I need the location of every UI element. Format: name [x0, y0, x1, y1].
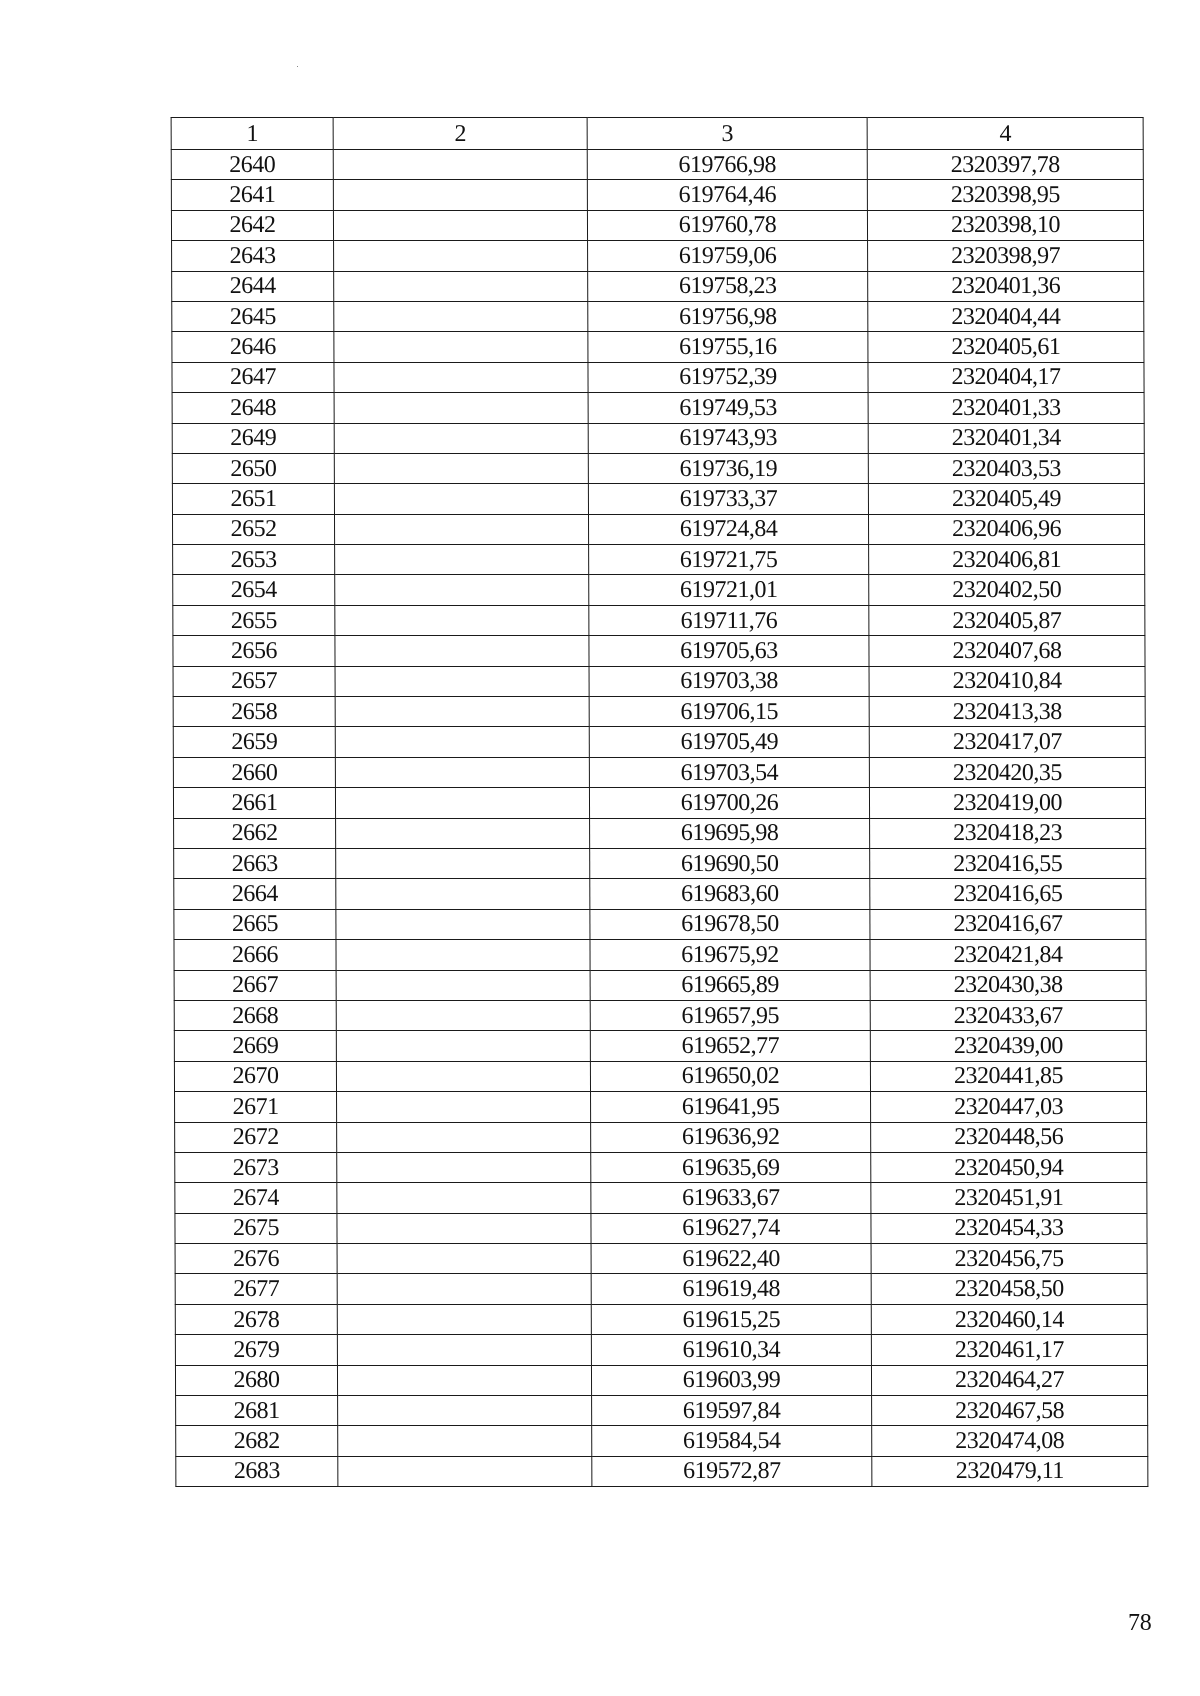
- table-cell-col-3: 619695,98: [590, 818, 870, 848]
- table-cell-col-2: [338, 1396, 592, 1426]
- table-cell-col-4: 2320474,08: [872, 1426, 1148, 1456]
- table-cell-col-2: [336, 970, 590, 1000]
- table-cell-col-2: [334, 453, 588, 483]
- table-row: [174, 909, 1146, 939]
- table-cell-col-2: [335, 575, 589, 605]
- table-cell-col-2: [337, 1244, 591, 1274]
- table-cell-col-1: 2656: [173, 636, 335, 666]
- table-cell-col-1: 2674: [175, 1183, 337, 1213]
- table-cell-col-4: 2320407,68: [869, 636, 1145, 666]
- table-cell-col-3: 619721,75: [589, 545, 869, 575]
- table-cell-col-4: 2320450,94: [871, 1152, 1147, 1182]
- table-cell-col-4: 2320404,44: [868, 301, 1144, 331]
- table-row: [173, 788, 1145, 818]
- table-cell-col-3: 619705,49: [589, 727, 869, 757]
- table-cell-col-1: 2657: [173, 666, 335, 696]
- table-row: [175, 1244, 1147, 1274]
- column-header-4: 4: [867, 118, 1143, 150]
- table-cell-col-2: [337, 1304, 591, 1334]
- table-cell-col-4: 2320458,50: [871, 1274, 1147, 1304]
- table-cell-col-3: 619597,84: [592, 1396, 872, 1426]
- table-cell-col-1: 2664: [174, 879, 336, 909]
- table-row: [175, 1152, 1147, 1182]
- table-cell-col-3: 619603,99: [591, 1365, 871, 1395]
- table-cell-col-1: 2665: [174, 909, 336, 939]
- table-cell-col-1: 2663: [174, 848, 336, 878]
- table-cell-col-4: 2320401,36: [868, 271, 1144, 301]
- table-cell-col-1: 2660: [173, 757, 335, 787]
- table-row: [175, 1122, 1147, 1152]
- table-cell-col-1: 2681: [176, 1396, 338, 1426]
- table-cell-col-2: [335, 666, 589, 696]
- table-cell-col-2: [335, 697, 589, 727]
- table-cell-col-2: [334, 271, 588, 301]
- table-cell-col-1: 2677: [175, 1274, 337, 1304]
- table-row: [173, 605, 1145, 635]
- table-row: [172, 362, 1144, 392]
- table-row: [175, 1335, 1147, 1365]
- table-cell-col-1: 2682: [176, 1426, 338, 1456]
- table-row: [174, 1061, 1146, 1091]
- table-cell-col-4: 2320461,17: [871, 1335, 1147, 1365]
- table-row: [174, 848, 1146, 878]
- table-cell-col-3: 619736,19: [588, 453, 868, 483]
- table-cell-col-3: 619657,95: [590, 1000, 870, 1030]
- table-cell-col-1: 2667: [174, 970, 336, 1000]
- table-cell-col-1: 2642: [171, 210, 333, 240]
- table-cell-col-2: [333, 210, 587, 240]
- table-cell-col-3: 619733,37: [588, 484, 868, 514]
- table-cell-col-2: [334, 393, 588, 423]
- table-cell-col-1: 2655: [173, 605, 335, 635]
- page-number: 78: [1128, 1610, 1152, 1636]
- table-row: [173, 545, 1145, 575]
- table-cell-col-2: [334, 484, 588, 514]
- table-cell-col-4: 2320439,00: [870, 1031, 1146, 1061]
- table-cell-col-3: 619766,98: [587, 150, 867, 180]
- table-row: [172, 301, 1144, 331]
- table-cell-col-2: [336, 818, 590, 848]
- table-cell-col-4: 2320397,78: [867, 150, 1143, 180]
- table-row: [175, 1092, 1147, 1122]
- table-cell-col-2: [337, 1122, 591, 1152]
- table-cell-col-4: 2320417,07: [869, 727, 1145, 757]
- table-cell-col-2: [336, 879, 590, 909]
- table-cell-col-1: 2653: [173, 545, 335, 575]
- column-header-1: 1: [171, 118, 333, 150]
- table-cell-col-4: 2320403,53: [868, 453, 1144, 483]
- table-row: [175, 1213, 1147, 1243]
- table-cell-col-3: 619749,53: [588, 393, 868, 423]
- table-cell-col-3: 619675,92: [590, 940, 870, 970]
- table-cell-col-1: 2669: [174, 1031, 336, 1061]
- table-cell-col-1: 2672: [175, 1122, 337, 1152]
- table-row: [174, 970, 1146, 1000]
- table-cell-col-3: 619610,34: [591, 1335, 871, 1365]
- table-cell-col-3: 619758,23: [588, 271, 868, 301]
- table-cell-col-4: 2320441,85: [870, 1061, 1146, 1091]
- table-row: [172, 484, 1144, 514]
- table-cell-col-3: 619743,93: [588, 423, 868, 453]
- table-cell-col-1: 2648: [172, 393, 334, 423]
- table-row: [173, 666, 1145, 696]
- table-cell-col-3: 619690,50: [590, 848, 870, 878]
- table-cell-col-4: 2320406,96: [868, 514, 1144, 544]
- table-cell-col-4: 2320419,00: [869, 788, 1145, 818]
- table-row: [172, 332, 1144, 362]
- table-cell-col-2: [336, 1000, 590, 1030]
- table-cell-col-2: [334, 332, 588, 362]
- column-header-2: 2: [333, 118, 587, 150]
- table-cell-col-3: 619584,54: [592, 1426, 872, 1456]
- table-cell-col-3: 619724,84: [588, 514, 868, 544]
- table-cell-col-3: 619619,48: [591, 1274, 871, 1304]
- table-row: [175, 1274, 1147, 1304]
- table-cell-col-3: 619627,74: [591, 1213, 871, 1243]
- table-row: [172, 393, 1144, 423]
- table-row: [173, 727, 1145, 757]
- table-cell-col-2: [336, 848, 590, 878]
- table-body: [171, 150, 1148, 1487]
- table-row: [175, 1183, 1147, 1213]
- table-row: [171, 210, 1143, 240]
- table-cell-col-2: [337, 1183, 591, 1213]
- table-cell-col-3: 619760,78: [587, 210, 867, 240]
- table-cell-col-1: 2645: [172, 301, 334, 331]
- table-cell-col-3: 619633,67: [591, 1183, 871, 1213]
- coordinates-table: [171, 117, 1149, 1487]
- table-cell-col-3: 619683,60: [590, 879, 870, 909]
- table-row: [173, 697, 1145, 727]
- table-cell-col-4: 2320454,33: [871, 1213, 1147, 1243]
- table-cell-col-1: 2659: [173, 727, 335, 757]
- table-cell-col-2: [335, 757, 589, 787]
- table-cell-col-2: [337, 1274, 591, 1304]
- table-cell-col-1: 2676: [175, 1244, 337, 1274]
- table-cell-col-4: 2320406,81: [869, 545, 1145, 575]
- table-cell-col-3: 619636,92: [591, 1122, 871, 1152]
- table-cell-col-4: 2320451,91: [871, 1183, 1147, 1213]
- table-row: [176, 1396, 1148, 1426]
- table-cell-col-3: 619700,26: [589, 788, 869, 818]
- table-cell-col-4: 2320448,56: [871, 1122, 1147, 1152]
- table-cell-col-3: 619703,38: [589, 666, 869, 696]
- table-cell-col-1: 2649: [172, 423, 334, 453]
- table-row: [174, 818, 1146, 848]
- table-cell-col-2: [337, 1152, 591, 1182]
- table-cell-col-1: 2650: [172, 453, 334, 483]
- table-row: [172, 453, 1144, 483]
- table-cell-col-3: 619703,54: [589, 757, 869, 787]
- table-cell-col-1: 2666: [174, 940, 336, 970]
- table-cell-col-3: 619622,40: [591, 1244, 871, 1274]
- table-cell-col-3: 619721,01: [589, 575, 869, 605]
- table-cell-col-1: 2658: [173, 697, 335, 727]
- table-cell-col-2: [335, 605, 589, 635]
- table-cell-col-2: [335, 545, 589, 575]
- table-cell-col-4: 2320405,87: [869, 605, 1145, 635]
- table-cell-col-4: 2320467,58: [872, 1396, 1148, 1426]
- table-cell-col-4: 2320410,84: [869, 666, 1145, 696]
- table-row: [171, 180, 1143, 210]
- table-cell-col-4: 2320405,49: [868, 484, 1144, 514]
- table-cell-col-3: 619572,87: [592, 1456, 872, 1486]
- table-cell-col-2: [334, 514, 588, 544]
- table-cell-col-4: 2320398,97: [868, 241, 1144, 271]
- table-row: [175, 1365, 1147, 1395]
- table-cell-col-2: [338, 1426, 592, 1456]
- table-cell-col-1: 2683: [176, 1456, 338, 1486]
- table-cell-col-1: 2671: [175, 1092, 337, 1122]
- table-cell-col-3: 619650,02: [590, 1061, 870, 1091]
- table-cell-col-2: [337, 1365, 591, 1395]
- table-cell-col-1: 2654: [173, 575, 335, 605]
- table-cell-col-4: 2320421,84: [870, 940, 1146, 970]
- table-cell-col-2: [335, 788, 589, 818]
- table-cell-col-4: 2320416,67: [870, 909, 1146, 939]
- table-row: [173, 636, 1145, 666]
- table-cell-col-1: 2679: [175, 1335, 337, 1365]
- table-cell-col-2: [336, 940, 590, 970]
- table-cell-col-1: 2640: [171, 150, 333, 180]
- table-cell-col-2: [334, 362, 588, 392]
- table-row: [175, 1304, 1147, 1334]
- table-cell-col-4: 2320401,34: [868, 423, 1144, 453]
- table-row: [172, 514, 1144, 544]
- table-cell-col-2: [333, 180, 587, 210]
- table-row: [174, 1000, 1146, 1030]
- table-cell-col-1: 2646: [172, 332, 334, 362]
- table-cell-col-1: 2662: [174, 818, 336, 848]
- table-cell-col-3: 619755,16: [588, 332, 868, 362]
- table-cell-col-4: 2320416,65: [870, 879, 1146, 909]
- table-row: [174, 879, 1146, 909]
- table-cell-col-2: [334, 241, 588, 271]
- table-cell-col-2: [336, 1061, 590, 1091]
- table-row: [173, 575, 1145, 605]
- table-cell-col-1: 2675: [175, 1213, 337, 1243]
- table-cell-col-3: 619615,25: [591, 1304, 871, 1334]
- table-cell-col-3: 619764,46: [587, 180, 867, 210]
- table-cell-col-4: 2320404,17: [868, 362, 1144, 392]
- table-row: [172, 423, 1144, 453]
- table-cell-col-4: 2320464,27: [871, 1365, 1147, 1395]
- table-cell-col-2: [336, 909, 590, 939]
- table-cell-col-2: [336, 1031, 590, 1061]
- table-cell-col-1: 2651: [172, 484, 334, 514]
- table-cell-col-1: 2673: [175, 1152, 337, 1182]
- table-cell-col-1: 2678: [175, 1304, 337, 1334]
- table-cell-col-3: 619759,06: [588, 241, 868, 271]
- table-cell-col-4: 2320420,35: [869, 757, 1145, 787]
- table-cell-col-4: 2320405,61: [868, 332, 1144, 362]
- table-cell-col-2: [335, 727, 589, 757]
- table-cell-col-1: 2680: [175, 1365, 337, 1395]
- table-cell-col-3: 619652,77: [590, 1031, 870, 1061]
- table-row: [174, 940, 1146, 970]
- table-cell-col-4: 2320433,67: [870, 1000, 1146, 1030]
- column-header-3: 3: [587, 118, 867, 150]
- table-header-row: [171, 118, 1143, 150]
- table-cell-col-3: 619752,39: [588, 362, 868, 392]
- table-cell-col-3: 619635,69: [591, 1152, 871, 1182]
- table-cell-col-1: 2647: [172, 362, 334, 392]
- table-row: [176, 1426, 1148, 1456]
- table-cell-col-3: 619665,89: [590, 970, 870, 1000]
- table-cell-col-2: [335, 636, 589, 666]
- table-row: [171, 150, 1143, 180]
- table-cell-col-3: 619705,63: [589, 636, 869, 666]
- table-cell-col-1: 2661: [173, 788, 335, 818]
- table-cell-col-4: 2320460,14: [871, 1304, 1147, 1334]
- table-cell-col-1: 2643: [172, 241, 334, 271]
- table-cell-col-4: 2320401,33: [868, 393, 1144, 423]
- table-row: [173, 757, 1145, 787]
- table-row: [172, 241, 1144, 271]
- table-row: [176, 1456, 1148, 1486]
- table-cell-col-4: 2320413,38: [869, 697, 1145, 727]
- table-cell-col-3: 619711,76: [589, 605, 869, 635]
- table-row: [174, 1031, 1146, 1061]
- table-cell-col-4: 2320418,23: [870, 818, 1146, 848]
- table-cell-col-4: 2320402,50: [869, 575, 1145, 605]
- table-cell-col-2: [337, 1092, 591, 1122]
- table-cell-col-1: 2644: [172, 271, 334, 301]
- table-cell-col-1: 2641: [171, 180, 333, 210]
- table-cell-col-3: 619641,95: [591, 1092, 871, 1122]
- table-cell-col-2: [337, 1335, 591, 1365]
- table-cell-col-2: [338, 1456, 592, 1486]
- table-cell-col-1: 2670: [174, 1061, 336, 1091]
- table-cell-col-4: 2320398,95: [867, 180, 1143, 210]
- table-cell-col-3: 619706,15: [589, 697, 869, 727]
- table-cell-col-1: 2652: [172, 514, 334, 544]
- table-cell-col-3: 619756,98: [588, 301, 868, 331]
- scan-speck: [297, 66, 298, 67]
- table-cell-col-2: [333, 150, 587, 180]
- table-row: [172, 271, 1144, 301]
- table-cell-col-4: 2320416,55: [870, 848, 1146, 878]
- table-cell-col-4: 2320456,75: [871, 1244, 1147, 1274]
- table-cell-col-2: [334, 423, 588, 453]
- table-cell-col-4: 2320430,38: [870, 970, 1146, 1000]
- table-cell-col-4: 2320447,03: [871, 1092, 1147, 1122]
- table-cell-col-4: 2320479,11: [872, 1456, 1148, 1486]
- table-cell-col-3: 619678,50: [590, 909, 870, 939]
- table-cell-col-4: 2320398,10: [867, 210, 1143, 240]
- table-cell-col-2: [334, 301, 588, 331]
- table-cell-col-1: 2668: [174, 1000, 336, 1030]
- table-cell-col-2: [337, 1213, 591, 1243]
